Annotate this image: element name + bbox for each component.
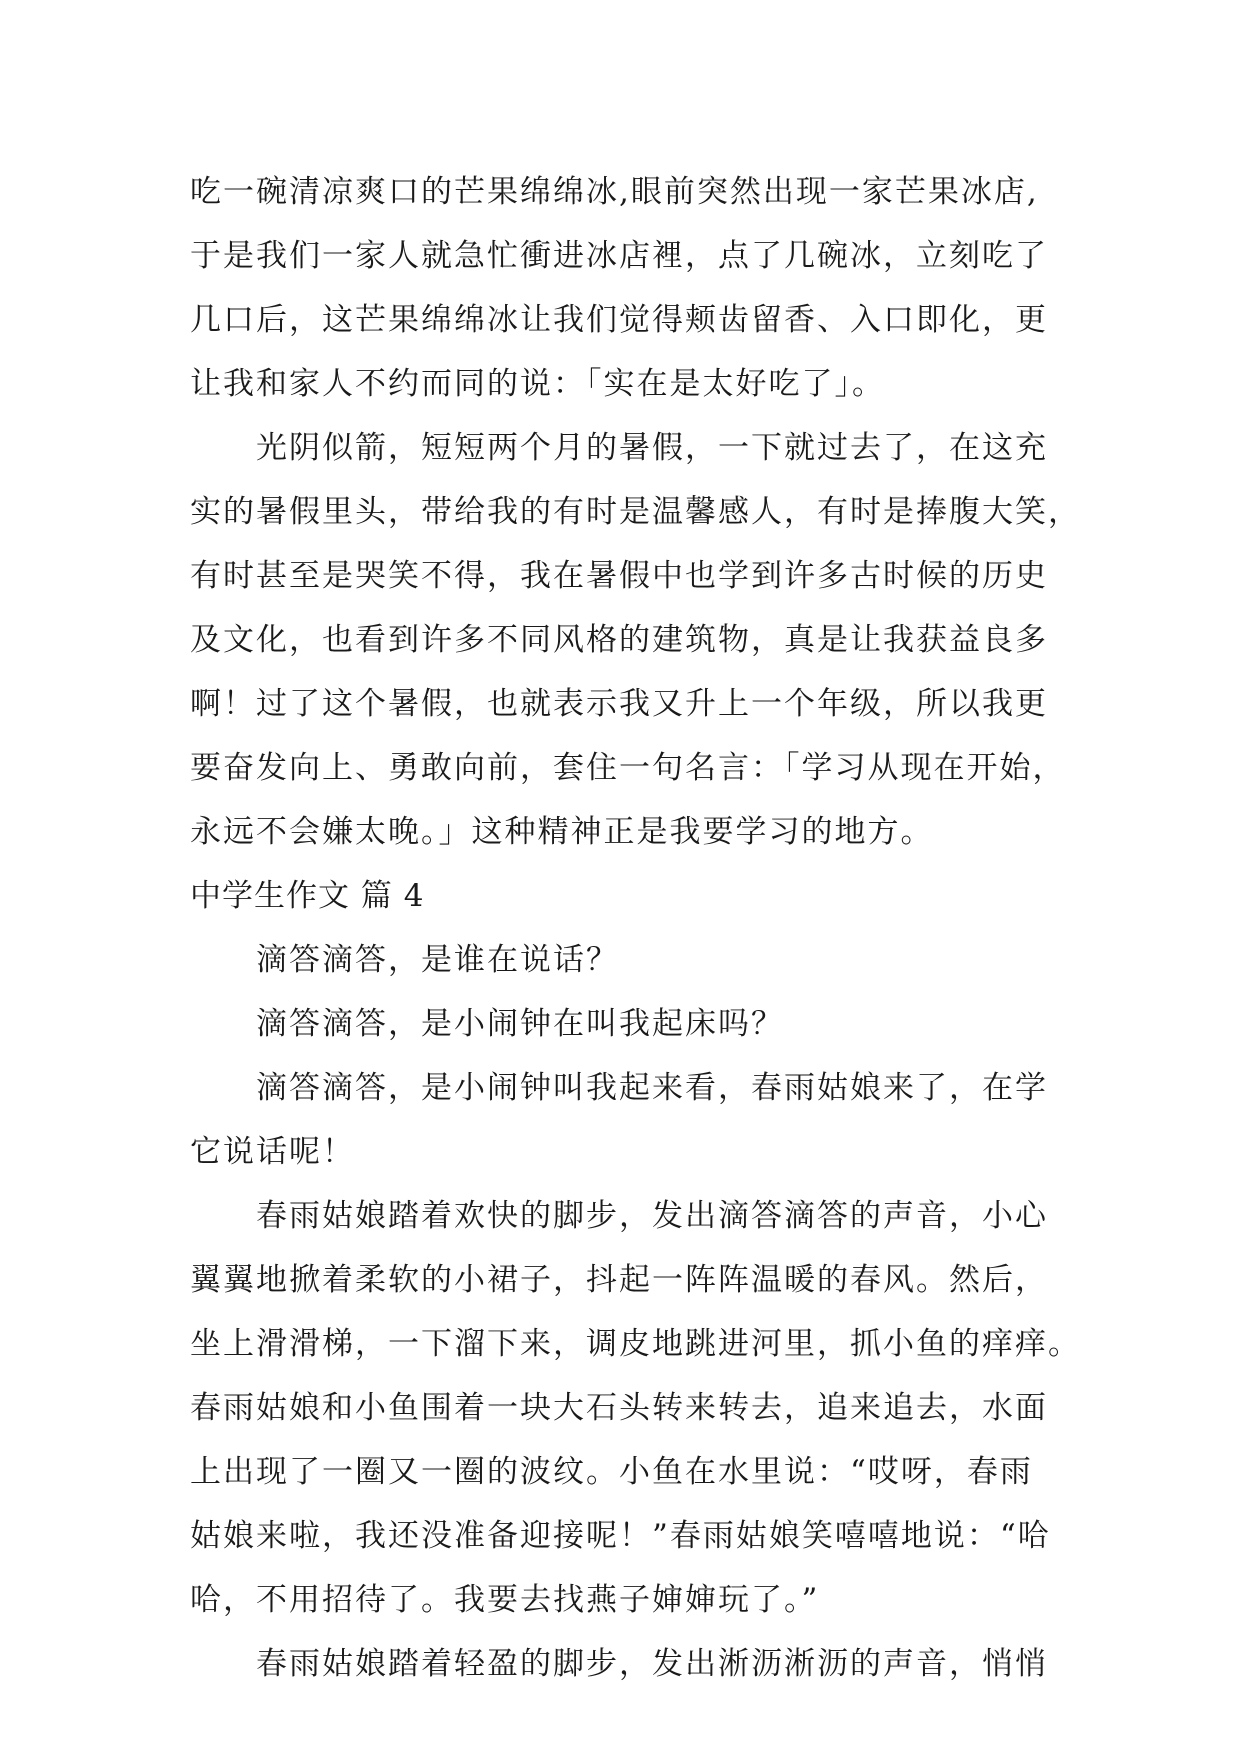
text-line: 要奋发向上、勇敢向前，套住一句名言：「学习从现在开始， [190,750,1066,786]
text-line: 姑娘来啦，我还没准备迎接呢！”春雨姑娘笑嘻嘻地说：“哈 [190,1518,1051,1554]
text-line: 上出现了一圈又一圈的波纹。小鱼在水里说：“哎呀，春雨 [190,1454,1033,1490]
text-line: 让我和家人不约而同的说：「实在是太好吃了」。 [190,366,885,402]
document-body [190,160,1090,1696]
text-line: 啊！过了这个暑假，也就表示我又升上一个年级，所以我更 [190,686,1048,722]
text-line: 有时甚至是哭笑不得，我在暑假中也学到许多古时候的历史 [190,558,1048,594]
text-line: 永远不会嫌太晚。」这种精神正是我要学习的地方。 [190,814,934,850]
text-line: 于是我们一家人就急忙衝进冰店裡，点了几碗冰，立刻吃了 [190,238,1048,274]
text-line: 光阴似箭，短短两个月的暑假，一下就过去了，在这充 [256,430,1048,466]
text-line: 实的暑假里头，带给我的有时是温馨感人，有时是捧腹大笑， [190,494,1081,530]
paragraph-ticktock-1 [190,928,1090,992]
paragraph-mango-ice [190,160,1090,416]
text-line: 春雨姑娘和小鱼围着一块大石头转来转去，追来追去，水面 [190,1390,1048,1426]
section-heading [190,864,1090,928]
text-line: 它说话呢！ [190,1134,355,1170]
text-line: 翼翼地掀着柔软的小裙子，抖起一阵阵温暖的春风。然后， [190,1262,1048,1298]
text-line: 吃一碗清凉爽口的芒果绵绵冰,眼前突然出现一家芒果冰店, [190,174,1039,210]
text-line: 坐上滑滑梯，一下溜下来，调皮地跳进河里，抓小鱼的痒痒。 [190,1326,1081,1362]
text-line: 春雨姑娘踏着轻盈的脚步，发出淅沥淅沥的声音，悄悄 [256,1646,1048,1682]
essay-heading: 中学生作文 篇 4 [190,878,425,914]
paragraph-spring-rain [190,1184,1090,1632]
text-line: 哈，不用招待了。我要去找燕子婶婶玩了。” [190,1582,820,1618]
text-line: 几口后，这芒果绵绵冰让我们觉得颊齿留香、入口即化，更 [190,302,1048,338]
text-line: 春雨姑娘踏着欢快的脚步，发出滴答滴答的声音，小心 [256,1198,1048,1234]
text-line: 滴答滴答，是小闹钟在叫我起床吗？ [256,1006,784,1042]
text-line: 滴答滴答，是谁在说话？ [256,942,619,978]
text-line: 及文化，也看到许多不同风格的建筑物，真是让我获益良多 [190,622,1048,658]
text-line: 滴答滴答，是小闹钟叫我起来看，春雨姑娘来了，在学 [256,1070,1048,1106]
paragraph-spring-rain-2 [190,1632,1090,1696]
paragraph-ticktock-3 [190,1056,1090,1184]
paragraph-summer-reflection [190,416,1090,864]
paragraph-ticktock-2 [190,992,1090,1056]
